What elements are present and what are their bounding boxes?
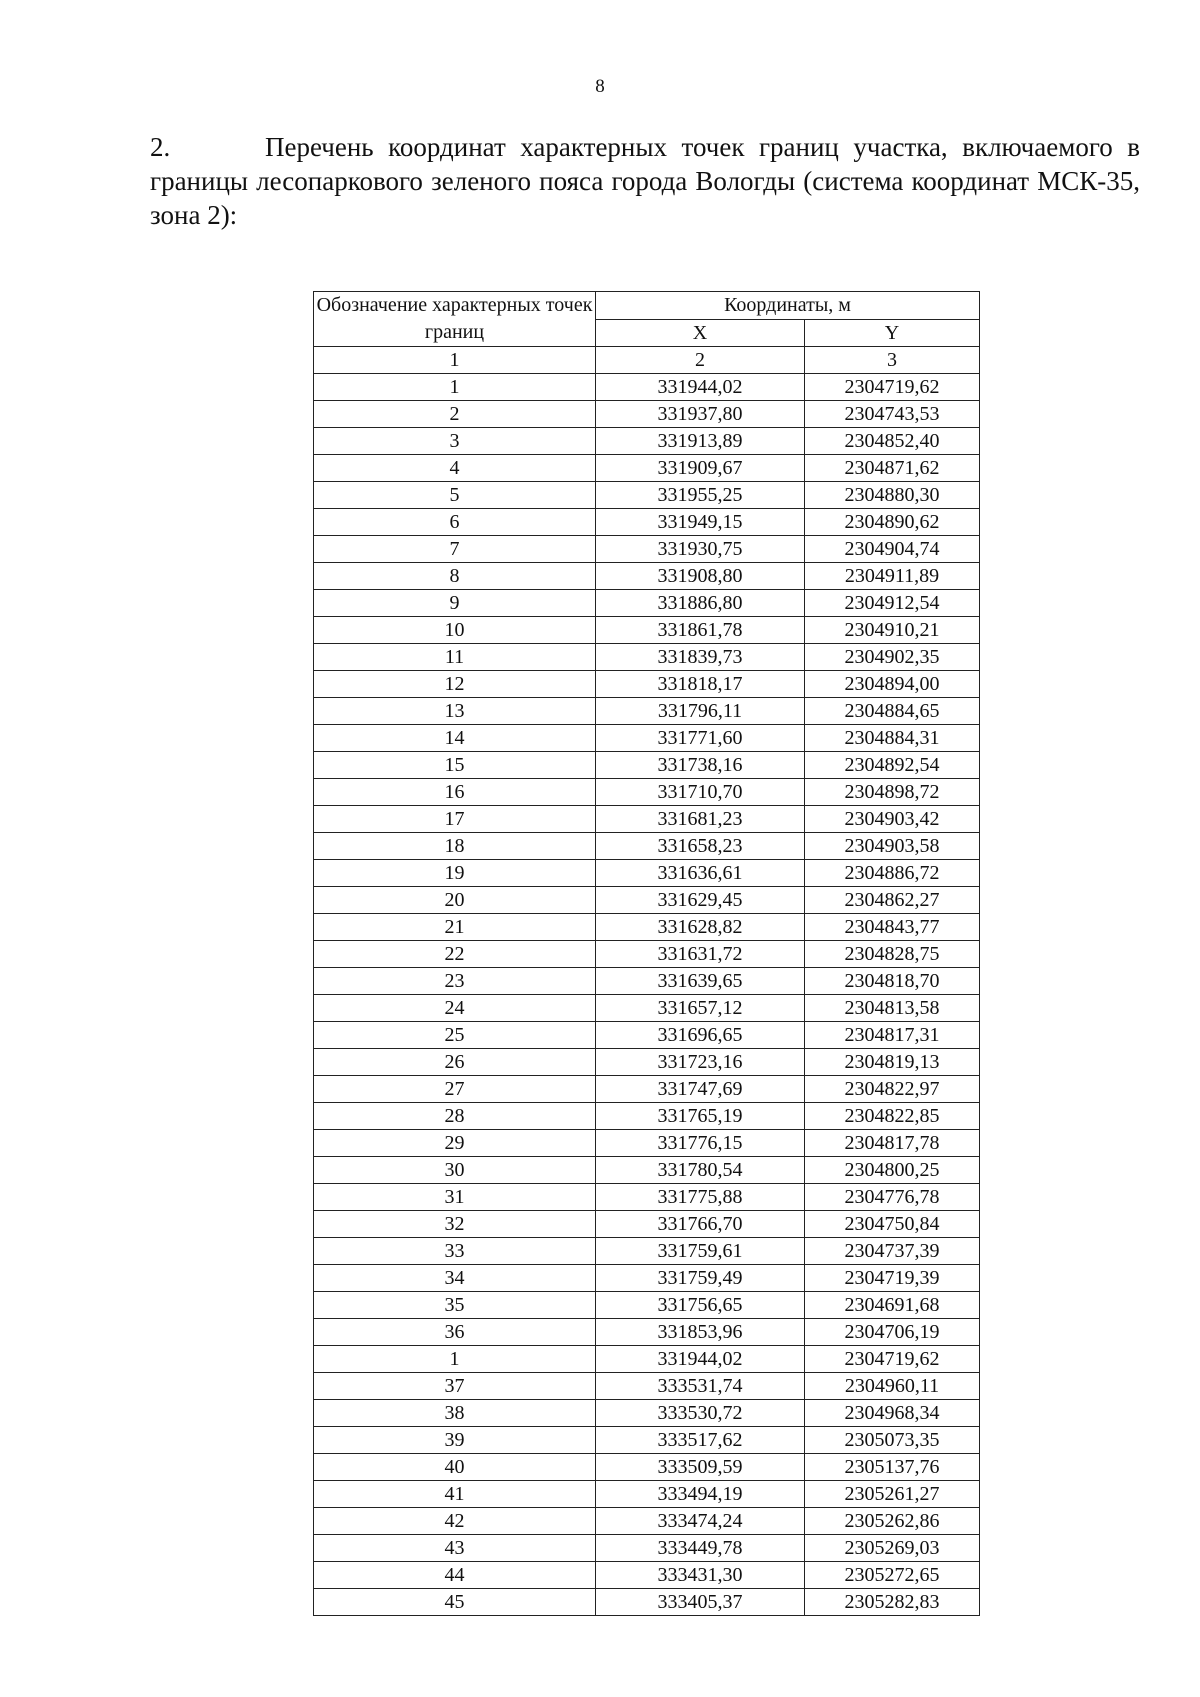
y-coordinate-cell: 2304800,25 bbox=[805, 1157, 980, 1184]
x-coordinate-cell: 331949,15 bbox=[596, 509, 805, 536]
x-coordinate-cell: 333405,37 bbox=[596, 1589, 805, 1616]
table-row bbox=[314, 914, 980, 941]
x-coordinate-cell: 331886,80 bbox=[596, 590, 805, 617]
x-coordinate-cell: 331944,02 bbox=[596, 374, 805, 401]
point-number-cell: 23 bbox=[314, 968, 596, 995]
x-coordinate-cell: 331681,23 bbox=[596, 806, 805, 833]
section-number: 2. bbox=[150, 132, 171, 162]
x-header: X bbox=[596, 319, 805, 347]
point-number-cell: 20 bbox=[314, 887, 596, 914]
y-coordinate-cell: 2305282,83 bbox=[805, 1589, 980, 1616]
x-coordinate-cell: 333531,74 bbox=[596, 1373, 805, 1400]
table-row bbox=[314, 1589, 980, 1616]
table-row bbox=[314, 995, 980, 1022]
y-coordinate-cell: 2304912,54 bbox=[805, 590, 980, 617]
x-coordinate-cell: 331771,60 bbox=[596, 725, 805, 752]
x-coordinate-cell: 331658,23 bbox=[596, 833, 805, 860]
x-coordinate-cell: 331738,16 bbox=[596, 752, 805, 779]
section-heading bbox=[150, 130, 1140, 232]
x-coordinate-cell: 331796,11 bbox=[596, 698, 805, 725]
point-number-cell: 3 bbox=[314, 428, 596, 455]
x-coordinate-cell: 331710,70 bbox=[596, 779, 805, 806]
point-number-cell: 9 bbox=[314, 590, 596, 617]
point-number-cell: 25 bbox=[314, 1022, 596, 1049]
point-number-cell: 24 bbox=[314, 995, 596, 1022]
x-coordinate-cell: 331776,15 bbox=[596, 1130, 805, 1157]
point-number-cell: 43 bbox=[314, 1535, 596, 1562]
x-coordinate-cell: 331747,69 bbox=[596, 1076, 805, 1103]
y-coordinate-cell: 2304719,62 bbox=[805, 1346, 980, 1373]
x-coordinate-cell: 331955,25 bbox=[596, 482, 805, 509]
y-coordinate-cell: 2304903,42 bbox=[805, 806, 980, 833]
table-row bbox=[314, 1238, 980, 1265]
y-header: Y bbox=[805, 319, 980, 347]
table-row bbox=[314, 860, 980, 887]
point-number-cell: 2 bbox=[314, 401, 596, 428]
point-number-cell: 31 bbox=[314, 1184, 596, 1211]
x-coordinate-cell: 331861,78 bbox=[596, 617, 805, 644]
x-coordinate-cell: 331913,89 bbox=[596, 428, 805, 455]
y-coordinate-cell: 2304903,58 bbox=[805, 833, 980, 860]
y-coordinate-cell: 2304898,72 bbox=[805, 779, 980, 806]
y-coordinate-cell: 2304910,21 bbox=[805, 617, 980, 644]
table-row bbox=[314, 536, 980, 563]
x-coordinate-cell: 331756,65 bbox=[596, 1292, 805, 1319]
y-coordinate-cell: 2304880,30 bbox=[805, 482, 980, 509]
y-coordinate-cell: 2304817,31 bbox=[805, 1022, 980, 1049]
x-coordinate-cell: 331908,80 bbox=[596, 563, 805, 590]
x-coordinate-cell: 333509,59 bbox=[596, 1454, 805, 1481]
point-number-cell: 12 bbox=[314, 671, 596, 698]
table-row bbox=[314, 1157, 980, 1184]
point-number-cell: 41 bbox=[314, 1481, 596, 1508]
table-body bbox=[314, 374, 980, 1616]
table-row bbox=[314, 779, 980, 806]
point-number-cell: 40 bbox=[314, 1454, 596, 1481]
y-coordinate-cell: 2304886,72 bbox=[805, 860, 980, 887]
table-row bbox=[314, 833, 980, 860]
x-coordinate-cell: 331818,17 bbox=[596, 671, 805, 698]
section-title: Перечень координат характерных точек границ участка, включаемого в границы лесопаркового зеленого пояса города Вологды (система координат МСК-35, зона 2): bbox=[150, 132, 1140, 230]
point-number-cell: 15 bbox=[314, 752, 596, 779]
table-row bbox=[314, 401, 980, 428]
y-coordinate-cell: 2304719,62 bbox=[805, 374, 980, 401]
point-number-cell: 27 bbox=[314, 1076, 596, 1103]
point-number-cell: 10 bbox=[314, 617, 596, 644]
table-row bbox=[314, 1130, 980, 1157]
table-row bbox=[314, 455, 980, 482]
x-coordinate-cell: 331765,19 bbox=[596, 1103, 805, 1130]
point-number-cell: 22 bbox=[314, 941, 596, 968]
point-number-cell: 44 bbox=[314, 1562, 596, 1589]
table-row bbox=[314, 1400, 980, 1427]
x-coordinate-cell: 333530,72 bbox=[596, 1400, 805, 1427]
y-coordinate-cell: 2304719,39 bbox=[805, 1265, 980, 1292]
table-row bbox=[314, 1211, 980, 1238]
y-coordinate-cell: 2305137,76 bbox=[805, 1454, 980, 1481]
coordinates-header: Координаты, м bbox=[596, 292, 980, 320]
point-number-cell: 29 bbox=[314, 1130, 596, 1157]
y-coordinate-cell: 2304817,78 bbox=[805, 1130, 980, 1157]
point-designation-header: Обозначение характерных точек границ bbox=[314, 292, 596, 347]
y-coordinate-cell: 2304968,34 bbox=[805, 1400, 980, 1427]
table-row bbox=[314, 671, 980, 698]
x-coordinate-cell: 331909,67 bbox=[596, 455, 805, 482]
point-number-cell: 5 bbox=[314, 482, 596, 509]
y-coordinate-cell: 2304822,97 bbox=[805, 1076, 980, 1103]
y-coordinate-cell: 2304904,74 bbox=[805, 536, 980, 563]
table-row bbox=[314, 1319, 980, 1346]
table-row bbox=[314, 1535, 980, 1562]
point-number-cell: 16 bbox=[314, 779, 596, 806]
point-number-cell: 42 bbox=[314, 1508, 596, 1535]
point-number-cell: 21 bbox=[314, 914, 596, 941]
y-coordinate-cell: 2304884,31 bbox=[805, 725, 980, 752]
y-coordinate-cell: 2304890,62 bbox=[805, 509, 980, 536]
column-number-3: 3 bbox=[805, 347, 980, 374]
point-number-cell: 37 bbox=[314, 1373, 596, 1400]
page-number: 8 bbox=[595, 76, 605, 97]
table-row bbox=[314, 617, 980, 644]
table-row bbox=[314, 1265, 980, 1292]
table-row bbox=[314, 482, 980, 509]
table-row bbox=[314, 509, 980, 536]
x-coordinate-cell: 331930,75 bbox=[596, 536, 805, 563]
table-row bbox=[314, 1427, 980, 1454]
x-coordinate-cell: 333517,62 bbox=[596, 1427, 805, 1454]
point-number-cell: 33 bbox=[314, 1238, 596, 1265]
x-coordinate-cell: 331631,72 bbox=[596, 941, 805, 968]
y-coordinate-cell: 2304743,53 bbox=[805, 401, 980, 428]
point-number-cell: 26 bbox=[314, 1049, 596, 1076]
point-number-cell: 13 bbox=[314, 698, 596, 725]
y-coordinate-cell: 2304750,84 bbox=[805, 1211, 980, 1238]
point-number-cell: 32 bbox=[314, 1211, 596, 1238]
point-number-cell: 6 bbox=[314, 509, 596, 536]
y-coordinate-cell: 2304960,11 bbox=[805, 1373, 980, 1400]
point-number-cell: 17 bbox=[314, 806, 596, 833]
table-row bbox=[314, 563, 980, 590]
point-number-cell: 36 bbox=[314, 1319, 596, 1346]
y-coordinate-cell: 2305262,86 bbox=[805, 1508, 980, 1535]
point-number-cell: 4 bbox=[314, 455, 596, 482]
point-number-cell: 39 bbox=[314, 1427, 596, 1454]
table-row bbox=[314, 1049, 980, 1076]
point-number-cell: 45 bbox=[314, 1589, 596, 1616]
y-coordinate-cell: 2304776,78 bbox=[805, 1184, 980, 1211]
point-number-cell: 8 bbox=[314, 563, 596, 590]
y-coordinate-cell: 2304828,75 bbox=[805, 941, 980, 968]
x-coordinate-cell: 333494,19 bbox=[596, 1481, 805, 1508]
x-coordinate-cell: 331696,65 bbox=[596, 1022, 805, 1049]
point-number-cell: 35 bbox=[314, 1292, 596, 1319]
x-coordinate-cell: 331944,02 bbox=[596, 1346, 805, 1373]
table-row bbox=[314, 887, 980, 914]
table-row bbox=[314, 968, 980, 995]
y-coordinate-cell: 2304911,89 bbox=[805, 563, 980, 590]
y-coordinate-cell: 2304871,62 bbox=[805, 455, 980, 482]
y-coordinate-cell: 2304737,39 bbox=[805, 1238, 980, 1265]
table-row bbox=[314, 428, 980, 455]
table-row bbox=[314, 941, 980, 968]
table-row bbox=[314, 725, 980, 752]
y-coordinate-cell: 2304813,58 bbox=[805, 995, 980, 1022]
point-number-cell: 28 bbox=[314, 1103, 596, 1130]
y-coordinate-cell: 2305272,65 bbox=[805, 1562, 980, 1589]
y-coordinate-cell: 2304894,00 bbox=[805, 671, 980, 698]
y-coordinate-cell: 2304691,68 bbox=[805, 1292, 980, 1319]
y-coordinate-cell: 2304706,19 bbox=[805, 1319, 980, 1346]
y-coordinate-cell: 2304892,54 bbox=[805, 752, 980, 779]
x-coordinate-cell: 331657,12 bbox=[596, 995, 805, 1022]
table-row bbox=[314, 1022, 980, 1049]
y-coordinate-cell: 2305269,03 bbox=[805, 1535, 980, 1562]
table-row bbox=[314, 1562, 980, 1589]
table-row bbox=[314, 1076, 980, 1103]
point-number-cell: 11 bbox=[314, 644, 596, 671]
table-row bbox=[314, 374, 980, 401]
table-row bbox=[314, 1346, 980, 1373]
column-number-1: 1 bbox=[314, 347, 596, 374]
point-number-cell: 18 bbox=[314, 833, 596, 860]
x-coordinate-cell: 333474,24 bbox=[596, 1508, 805, 1535]
x-coordinate-cell: 333431,30 bbox=[596, 1562, 805, 1589]
x-coordinate-cell: 331937,80 bbox=[596, 401, 805, 428]
x-coordinate-cell: 331775,88 bbox=[596, 1184, 805, 1211]
x-coordinate-cell: 333449,78 bbox=[596, 1535, 805, 1562]
table-row bbox=[314, 806, 980, 833]
x-coordinate-cell: 331629,45 bbox=[596, 887, 805, 914]
x-coordinate-cell: 331723,16 bbox=[596, 1049, 805, 1076]
x-coordinate-cell: 331766,70 bbox=[596, 1211, 805, 1238]
y-coordinate-cell: 2304819,13 bbox=[805, 1049, 980, 1076]
point-number-cell: 34 bbox=[314, 1265, 596, 1292]
y-coordinate-cell: 2305261,27 bbox=[805, 1481, 980, 1508]
table-row bbox=[314, 1184, 980, 1211]
table-row bbox=[314, 752, 980, 779]
y-coordinate-cell: 2304884,65 bbox=[805, 698, 980, 725]
y-coordinate-cell: 2304852,40 bbox=[805, 428, 980, 455]
x-coordinate-cell: 331639,65 bbox=[596, 968, 805, 995]
point-number-cell: 1 bbox=[314, 374, 596, 401]
table-row bbox=[314, 1481, 980, 1508]
table-row bbox=[314, 1373, 980, 1400]
point-number-cell: 30 bbox=[314, 1157, 596, 1184]
point-number-cell: 1 bbox=[314, 1346, 596, 1373]
point-number-cell: 38 bbox=[314, 1400, 596, 1427]
coordinates-table bbox=[313, 291, 980, 1616]
y-coordinate-cell: 2304862,27 bbox=[805, 887, 980, 914]
y-coordinate-cell: 2305073,35 bbox=[805, 1427, 980, 1454]
table-row bbox=[314, 1103, 980, 1130]
table-row bbox=[314, 698, 980, 725]
table-row bbox=[314, 1454, 980, 1481]
point-number-cell: 14 bbox=[314, 725, 596, 752]
y-coordinate-cell: 2304902,35 bbox=[805, 644, 980, 671]
x-coordinate-cell: 331853,96 bbox=[596, 1319, 805, 1346]
y-coordinate-cell: 2304843,77 bbox=[805, 914, 980, 941]
table-row bbox=[314, 644, 980, 671]
y-coordinate-cell: 2304822,85 bbox=[805, 1103, 980, 1130]
x-coordinate-cell: 331759,61 bbox=[596, 1238, 805, 1265]
point-number-cell: 19 bbox=[314, 860, 596, 887]
point-number-cell: 7 bbox=[314, 536, 596, 563]
x-coordinate-cell: 331759,49 bbox=[596, 1265, 805, 1292]
table-row bbox=[314, 1292, 980, 1319]
column-number-2: 2 bbox=[596, 347, 805, 374]
x-coordinate-cell: 331628,82 bbox=[596, 914, 805, 941]
table-header bbox=[314, 292, 980, 374]
y-coordinate-cell: 2304818,70 bbox=[805, 968, 980, 995]
table-row bbox=[314, 590, 980, 617]
table-row bbox=[314, 1508, 980, 1535]
x-coordinate-cell: 331780,54 bbox=[596, 1157, 805, 1184]
x-coordinate-cell: 331636,61 bbox=[596, 860, 805, 887]
x-coordinate-cell: 331839,73 bbox=[596, 644, 805, 671]
